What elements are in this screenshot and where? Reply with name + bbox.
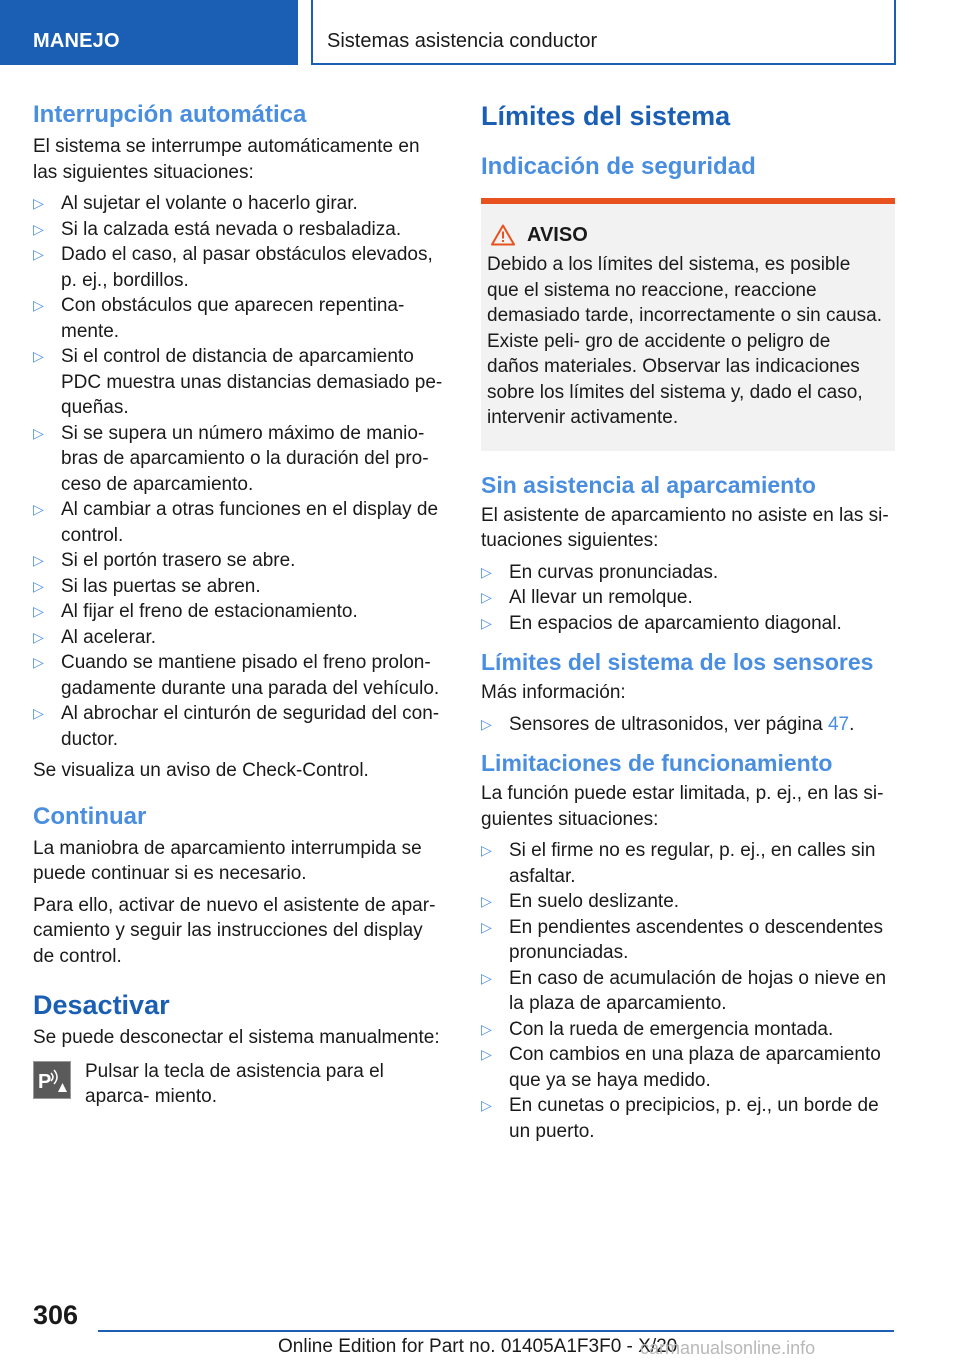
header-section: MANEJO (33, 30, 120, 52)
list-item-text: Dado el caso, al pasar obstáculos elevados, p. ej., bordillos. (61, 244, 433, 291)
bullet-triangle-icon: ▷ (33, 246, 44, 262)
list-item (481, 966, 895, 1017)
list-item (33, 242, 443, 293)
list-item-text: Si el control de distancia de aparcamiento PDC muestra unas distancias demasiado pe‐ queñas. (61, 346, 443, 418)
list-item-text: En suelo deslizante. (509, 891, 680, 912)
bullet-triangle-icon: ▷ (33, 705, 44, 721)
page-number: 306 (33, 1300, 79, 1330)
func-limits-intro: La función puede estar limitada, p. ej., en las si‐ guientes situaciones: (481, 783, 884, 830)
list-item (481, 712, 895, 738)
bullet-triangle-icon: ▷ (33, 424, 44, 441)
bullet-triangle-icon: ▷ (33, 501, 44, 517)
list-item-text: En espacios de aparcamiento diagonal. (509, 612, 842, 634)
list-item (33, 625, 443, 651)
header-chapter: Sistemas asistencia conductor (327, 30, 598, 52)
list-item-text: Al abrochar el cinturón de seguridad del con‐ ductor. (61, 703, 440, 750)
warning-label: AVISO (527, 224, 588, 246)
bullet-triangle-icon: ▷ (33, 195, 44, 211)
continue-p2: Para ello, activar de nuevo el asistente de apar‐ camiento y seguir las instrucciones del display de control. (33, 894, 436, 967)
list-item-text: Si las puertas se abren. (61, 575, 261, 597)
list-item (481, 1017, 895, 1043)
no-assist-list (481, 560, 895, 637)
list-item (33, 701, 443, 752)
no-assist-intro: El asistente de aparcamiento no asiste en las si‐ tuaciones siguientes: (481, 504, 889, 551)
bullet-triangle-icon: ▷ (33, 654, 44, 670)
list-item-text: Con cambios en una plaza de aparcamiento que ya se haya medido. (509, 1044, 881, 1091)
func-limits-title: Limitaciones de funcionamiento (481, 750, 833, 776)
bullet-triangle-icon: ▷ (33, 628, 44, 645)
footer-edition: Online Edition for Part no. 01405A1F3F0 - X/20 (278, 1336, 678, 1357)
watermark: carmanualsonline.info (640, 1338, 816, 1358)
list-item-text: En curvas pronunciadas. (509, 561, 719, 583)
warning-box (481, 198, 895, 451)
header-section-tab (0, 0, 298, 65)
list-item-text: Al fijar el freno de estacionamiento. (61, 601, 358, 622)
list-item (481, 1042, 895, 1093)
bullet-triangle-icon: ▷ (33, 603, 44, 619)
sensor-limits-list (481, 712, 895, 738)
safety-title: Indicación de seguridad (481, 153, 756, 180)
bullet-triangle-icon: ▷ (33, 552, 44, 568)
list-item (33, 421, 443, 498)
warning-heading (487, 222, 887, 248)
list-item (481, 1093, 895, 1144)
deactivate-button-text: Pulsar la tecla de asistencia para el aparca‐ miento. (85, 1060, 384, 1107)
list-item-text: Si se supera un número máximo de manio‐ bras de aparcamiento o la duración del pro‐ ceso de aparcamiento. (61, 422, 429, 495)
list-item-text: En pendientes ascendentes o descendentes pronunciadas. (509, 916, 883, 963)
list-item (33, 497, 443, 548)
list-item-text: En cunetas o precipicios, p. ej., un borde de un puerto. (509, 1095, 879, 1142)
auto-interrupt-list (33, 191, 443, 752)
list-item (33, 293, 443, 344)
deactivate-instruction (33, 1059, 443, 1110)
no-assist-title: Sin asistencia al aparcamiento (481, 471, 816, 498)
bullet-triangle-icon: ▷ (481, 563, 492, 580)
list-item-text: Cuando se mantiene pisado el freno prolon‐ gadamente durante una parada del vehículo. (61, 652, 440, 699)
list-item (481, 611, 895, 637)
list-item (481, 585, 895, 611)
list-item (33, 191, 443, 217)
warning-text: Debido a los límites del sistema, es posible que el sistema no reaccione, reaccione demasiado tarde, incorrectamente o sin causa. Existe peli‐ gro de accidente o peligro de daños materiales. Observar las indicaciones sobre los límites del sistema y, dado el caso, intervenir activamente. (487, 254, 882, 428)
list-item (33, 217, 443, 243)
bullet-triangle-icon: ▷ (481, 969, 492, 986)
right-column (481, 100, 895, 1144)
list-item-text: Al cambiar a otras funciones en el display de control. (61, 499, 439, 546)
bullet-triangle-icon: ▷ (481, 893, 492, 909)
auto-interrupt-intro: El sistema se interrumpe automáticamente en las siguientes situaciones: (33, 136, 420, 183)
deactivate-title: Desactivar (33, 990, 170, 1020)
bullet-triangle-icon: ▷ (481, 842, 492, 858)
list-item-text: Si la calzada está nevada o resbaladiza. (61, 218, 402, 240)
limits-title: Límites del sistema (481, 101, 731, 131)
bullet-triangle-icon: ▷ (481, 715, 492, 732)
list-item-text: Al llevar un remolque. (509, 587, 693, 608)
list-item (33, 574, 443, 600)
list-item-text: Con la rueda de emergencia montada. (509, 1018, 834, 1040)
list-item (33, 344, 443, 421)
bullet-triangle-icon: ▷ (481, 1046, 492, 1062)
bullet-triangle-icon: ▷ (33, 297, 44, 313)
sensor-limits-intro: Más información: (481, 682, 626, 703)
list-item (481, 889, 895, 915)
list-item-text: Con obstáculos que aparecen repentina‐ mente. (61, 295, 405, 342)
list-item (481, 838, 895, 889)
warning-triangle-icon (491, 224, 515, 246)
bullet-triangle-icon: ▷ (481, 614, 492, 631)
auto-interrupt-title: Interrupción automática (33, 101, 307, 128)
sensor-limits-item-end: . (849, 713, 855, 735)
continue-p1: La maniobra de aparcamiento interrumpida se puede continuar si es necesario. (33, 837, 422, 884)
bullet-triangle-icon: ▷ (33, 577, 44, 594)
auto-interrupt-note: Se visualiza un aviso de Check-Control. (33, 760, 369, 781)
list-item (481, 915, 895, 966)
list-item-text: Si el portón trasero se abre. (61, 550, 296, 571)
list-item (33, 599, 443, 625)
list-item-text: Al sujetar el volante o hacerlo girar. (61, 193, 358, 214)
list-item (33, 548, 443, 574)
list-item-text: Al acelerar. (61, 626, 157, 648)
bullet-triangle-icon: ▷ (481, 1097, 492, 1113)
sensor-limits-title: Límites del sistema de los sensores (481, 649, 874, 675)
bullet-triangle-icon: ▷ (481, 589, 492, 605)
page-link[interactable]: 47 (827, 713, 850, 735)
list-item-text: Si el firme no es regular, p. ej., en calles sin asfaltar. (509, 840, 876, 887)
continue-title: Continuar (33, 802, 147, 830)
left-column (33, 100, 443, 1110)
bullet-triangle-icon: ▷ (481, 1020, 492, 1037)
footer-divider (98, 1330, 894, 1332)
parking-assistant-button-icon (33, 1061, 71, 1099)
header-chapter-box (311, 0, 896, 65)
deactivate-p1: Se puede desconectar el sistema manualmente: (33, 1027, 440, 1048)
bullet-triangle-icon: ▷ (33, 220, 44, 237)
svg-text:P: P (38, 1070, 52, 1093)
bullet-triangle-icon: ▷ (33, 348, 44, 364)
bullet-triangle-icon: ▷ (481, 918, 492, 935)
func-limits-list (481, 838, 895, 1144)
list-item (33, 650, 443, 701)
list-item-text: En caso de acumulación de hojas o nieve en la plaza de aparcamiento. (509, 967, 887, 1014)
list-item (481, 560, 895, 586)
sensor-limits-item-text: Sensores de ultrasonidos, ver página (509, 713, 828, 735)
